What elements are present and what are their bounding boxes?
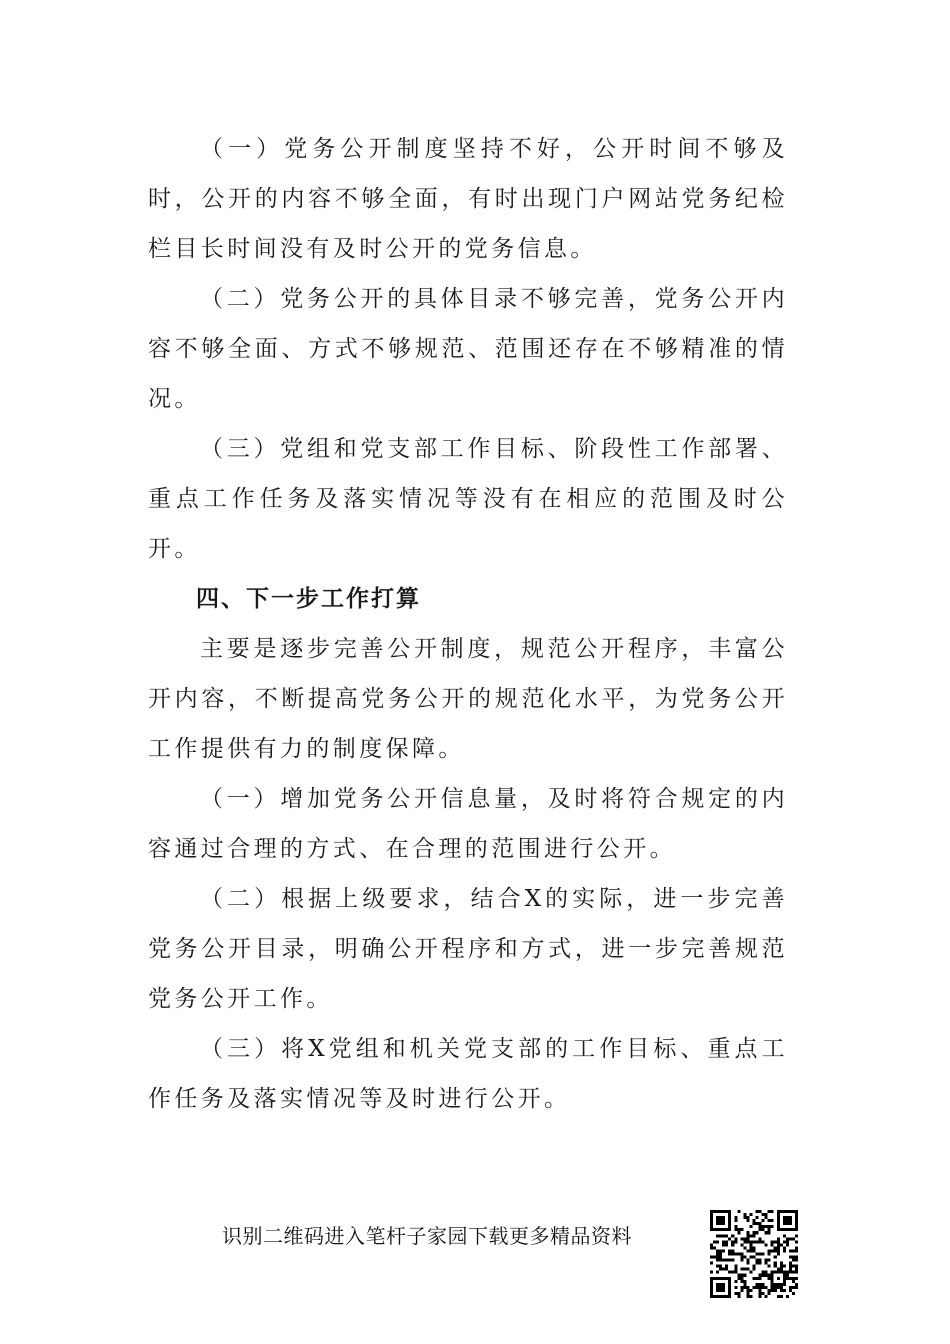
paragraph-7: （三）将X党组和机关党支部的工作目标、重点工作任务及落实情况等及时进行公开。 <box>148 1036 788 1112</box>
paragraph-3: （三）党组和党支部工作目标、阶段性工作部署、重点工作任务及落实情况等没有在相应的范围及时公开。 <box>148 436 788 562</box>
paragraph-5: （一）增加党务公开信息量，及时将符合规定的内容通过合理的方式、在合理的范围进行公开。 <box>148 786 788 862</box>
paragraph-1: （一）党务公开制度坚持不好，公开时间不够及时，公开的内容不够全面，有时出现门户网站党务纪检栏目长时间没有及时公开的党务信息。 <box>148 136 788 262</box>
footer-promo-text: 识别二维码进入笔杆子家园下载更多精品资料 <box>222 1224 632 1248</box>
paragraph-2: （二）党务公开的具体目录不够完善，党务公开内容不够全面、方式不够规范、范围还存在不够精准的情况。 <box>148 286 788 412</box>
section-heading: 四、下一步工作打算 <box>196 586 421 612</box>
paragraph-4: 主要是逐步完善公开制度，规范公开程序，丰富公开内容，不断提高党务公开的规范化水平，为党务公开工作提供有力的制度保障。 <box>148 636 788 762</box>
qr-code-icon[interactable] <box>710 1210 798 1298</box>
document-body <box>148 124 788 1124</box>
paragraph-6: （二）根据上级要求，结合X的实际，进一步完善党务公开目录，明确公开程序和方式，进一步完善规范党务公开工作。 <box>148 886 788 1012</box>
